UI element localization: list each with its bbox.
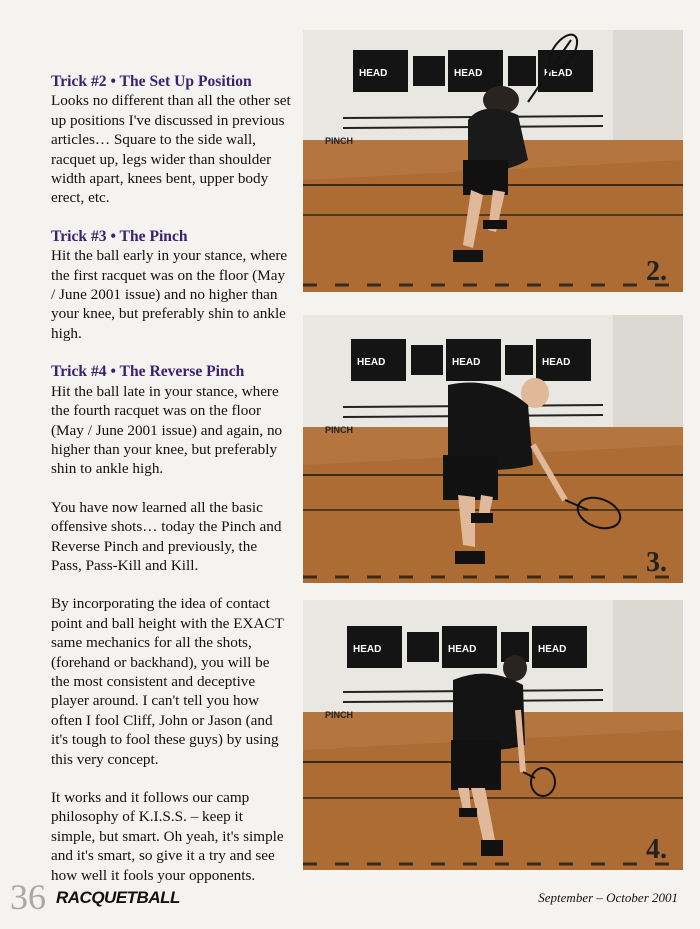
section-body: Looks no different than all the other set up positions I've discussed in previous articles… Square to the side wall, racquet up, legs wider than shoulder width apart, knees bent, upper body erect, etc.: [51, 92, 291, 207]
sign-text: HEAD: [452, 357, 481, 368]
sign-text: HEAD: [353, 644, 382, 655]
sign-text: HEAD: [544, 68, 573, 79]
section-reverse-pinch: [51, 362, 291, 478]
sign-text: HEAD: [357, 357, 386, 368]
section-heading: Trick #4 • The Reverse Pinch: [51, 363, 245, 381]
court-scene: [303, 315, 683, 583]
floor-text: PINCH: [325, 425, 354, 435]
magazine-title: RACQUETBALL: [56, 888, 180, 907]
sign-text: HEAD: [448, 644, 477, 655]
section-body: Hit the ball early in your stance, where the first racquet was on the floor (May / June 2001 issue) and no higher than your knee, but preferably shin to ankle high.: [51, 247, 288, 342]
floor-text: PINCH: [325, 136, 354, 146]
paragraph: It works and it follows our camp philosophy of K.I.S.S. – keep it simple, but smart. Oh yeah, it's simple and it's smart, so give it a try and see how well it fools your opponents.: [51, 789, 284, 884]
section-setup-position: [51, 72, 291, 208]
sign-text: HEAD: [542, 357, 571, 368]
photo-reverse-pinch: [303, 600, 683, 870]
section-body: Hit the ball late in your stance, where the fourth racquet was on the floor (May / June 2001 issue) and again, no higher than your knee, but preferably shin to ankle high.: [51, 382, 283, 478]
paragraph: By incorporating the idea of contact point and ball height with the EXACT same mechanics for all the shots, (forehand or backhand), you will be the most consistent and deceptive player around. I can't tell you how often I fool Cliff, John or Jason (and it's tough to fool these guys) by using this very concept.: [51, 595, 284, 768]
court-scene: [303, 30, 683, 292]
sign-text: HEAD: [454, 68, 483, 79]
article-text: [51, 72, 291, 904]
sign-text: HEAD: [359, 68, 388, 79]
photo-number: 4.: [646, 834, 667, 865]
section-heading: Trick #3 • The Pinch: [51, 227, 188, 245]
issue-date: September – October 2001: [538, 890, 678, 905]
page-number: 36: [10, 877, 46, 917]
section-pinch: [51, 227, 291, 343]
photo-setup-position: [303, 30, 683, 292]
photo-pinch: [303, 315, 683, 583]
sign-text: HEAD: [538, 644, 567, 655]
photo-number: 3.: [646, 547, 667, 578]
floor-text: PINCH: [325, 710, 354, 720]
photo-number: 2.: [646, 256, 667, 287]
section-heading: Trick #2 • The Set Up Position: [51, 73, 252, 90]
court-scene: [303, 600, 683, 870]
paragraph: You have now learned all the basic offensive shots… today the Pinch and Reverse Pinch and previously, the Pass, Pass-Kill and Kill.: [51, 498, 282, 574]
